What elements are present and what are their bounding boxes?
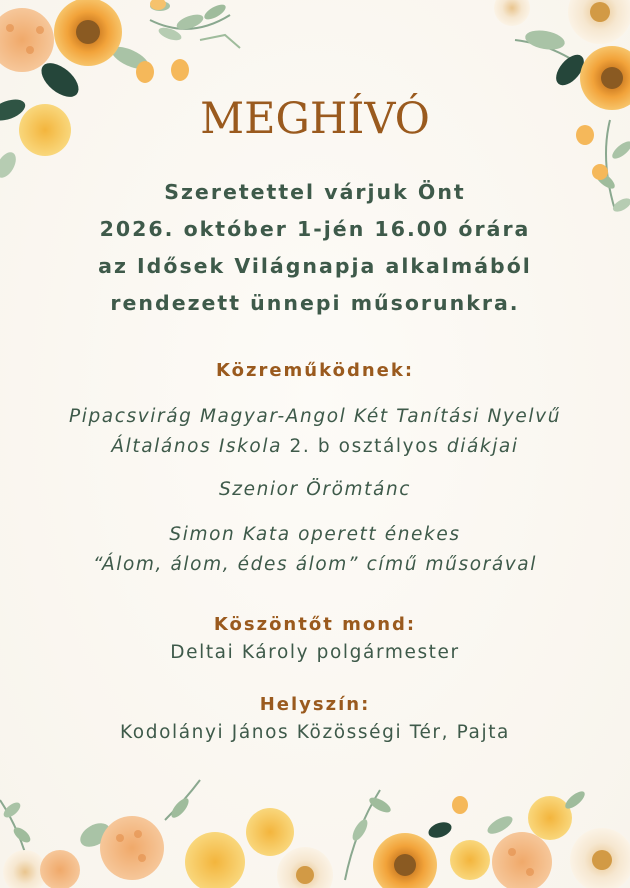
flower-cluster-top-left (0, 0, 240, 181)
intro-line: Szeretettel várjuk Önt (164, 180, 466, 204)
intro-line: az Idősek Világnapja alkalmából (98, 254, 532, 278)
performer-dance: Szenior Örömtánc (218, 479, 412, 500)
performer-singer (0, 520, 630, 580)
singer-line-2: “Álom, álom, édes álom” című műsorával (93, 554, 537, 575)
intro-line: rendezett ünnepi műsorunkra. (110, 291, 520, 315)
school-name: Általános Iskola (111, 436, 283, 457)
intro-line: 2026. október 1-jén 16.00 órára (99, 217, 531, 241)
invitation-intro (0, 174, 630, 322)
school-class: 2. b osztályos (282, 436, 447, 457)
school-line-1: Pipacsvirág Magyar-Angol Két Tanítási Nyelvű (68, 406, 562, 427)
school-line-2 (0, 432, 630, 462)
greeting-speaker: Deltai Károly polgármester (170, 642, 460, 663)
performers-heading: Közreműködnek: (215, 360, 415, 381)
location-heading: Helyszín: (259, 694, 371, 715)
performer-school (0, 402, 630, 462)
invitation-title: MEGHÍVÓ (200, 94, 430, 144)
location-name: Kodolányi János Közösségi Tér, Pajta (120, 722, 510, 743)
singer-line-1: Simon Kata operett énekes (169, 524, 461, 545)
flower-garland-bottom (0, 780, 630, 888)
school-students: diákjai (446, 436, 519, 457)
greeting-heading: Köszöntőt mond: (213, 614, 417, 635)
